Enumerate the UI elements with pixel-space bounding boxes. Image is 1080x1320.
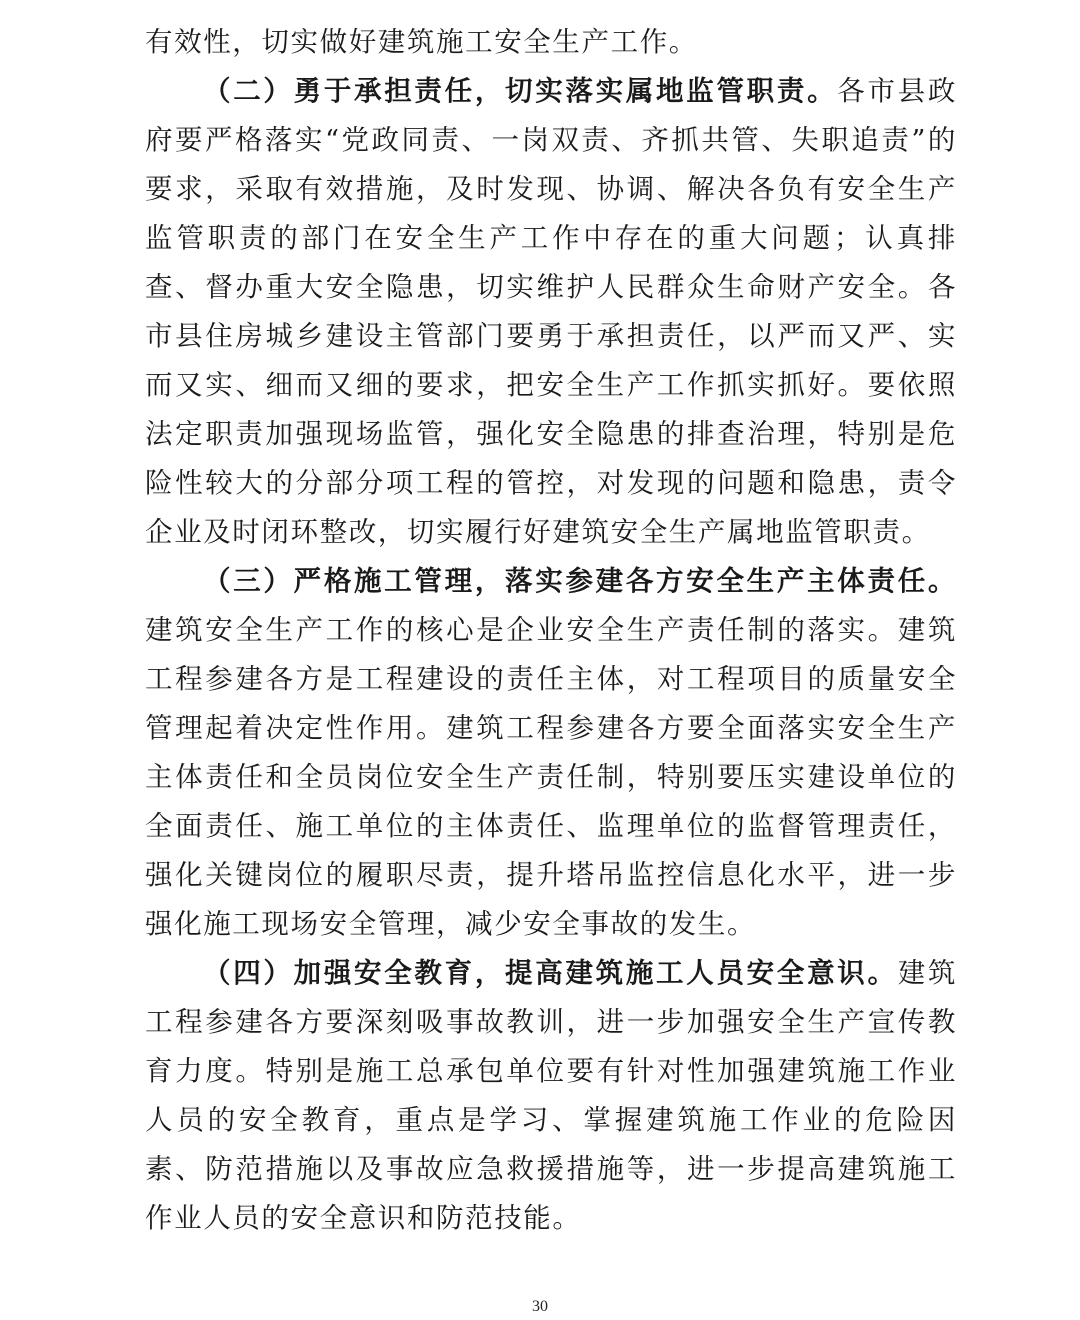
paragraph-text: 各市县政府要严格落实“党政同责、一岗双责、齐抓共管、失职追责”的要求，采取有效措施，及时发现、协调、解决各负有安全生产监管职责的部门在安全生产工作中存在的重大问题；认真排查、督办重大安全隐患，切实维护人民群众生命财产安全。各市县住房城乡建设主管部门要勇于承担责任，以严而又严、实而又实、细而又细的要求，把安全生产工作抓实抓好。要依照法定职责加强现场监管，强化安全隐患的排查治理，特别是危险性较大的分部分项工程的管控，对发现的问题和隐患，责令企业及时闭环整改，切实履行好建筑安全生产属地监管职责。 bbox=[145, 75, 957, 548]
paragraph-section-4 bbox=[145, 949, 957, 1243]
paragraph-section-3 bbox=[145, 557, 957, 949]
section-heading: （四）加强安全教育，提高建筑施工人员安全意识。 bbox=[203, 957, 898, 989]
section-heading: （二）勇于承担责任，切实落实属地监管职责。 bbox=[203, 75, 838, 107]
paragraph-continuation bbox=[145, 18, 957, 67]
section-heading: （三）严格施工管理，落实参建各方安全生产主体责任。 bbox=[203, 565, 957, 597]
paragraph-section-2 bbox=[145, 67, 957, 557]
document-page bbox=[145, 18, 957, 1243]
paragraph-text: 有效性，切实做好建筑施工安全生产工作。 bbox=[145, 26, 698, 58]
page-number: 30 bbox=[532, 1298, 548, 1315]
paragraph-text: 建筑安全生产工作的核心是企业安全生产责任制的落实。建筑工程参建各方是工程建设的责任主体，对工程项目的质量安全管理起着决定性作用。建筑工程参建各方要全面落实安全生产主体责任和全员岗位安全生产责任制，特别要压实建设单位的全面责任、施工单位的主体责任、监理单位的监督管理责任，强化关键岗位的履职尽责，提升塔吊监控信息化水平，进一步强化施工现场安全管理，减少安全事故的发生。 bbox=[145, 614, 957, 940]
paragraph-text: 建筑工程参建各方要深刻吸事故教训，进一步加强安全生产宣传教育力度。特别是施工总承包单位要有针对性加强建筑施工作业人员的安全教育，重点是学习、掌握建筑施工作业的危险因素、防范措施以及事故应急救援措施等，进一步提高建筑施工作业人员的安全意识和防范技能。 bbox=[145, 957, 957, 1234]
